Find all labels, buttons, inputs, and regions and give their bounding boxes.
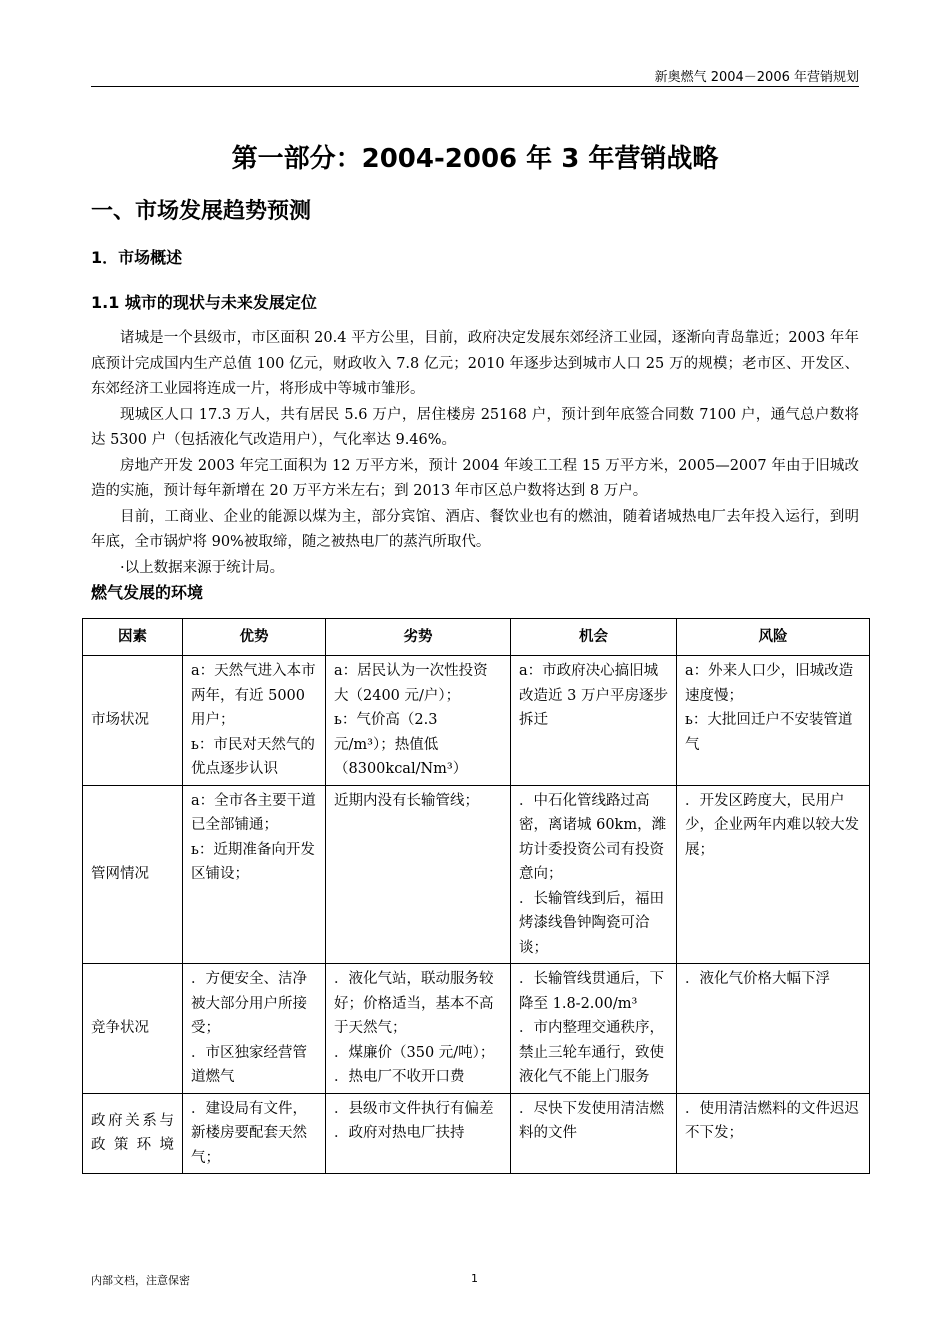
environment-table	[82, 618, 870, 1174]
cell-line: ．方便安全、洁净被大部分用户所接受；	[191, 971, 307, 1036]
cell-line: ．县级市文件执行有偏差	[334, 1100, 494, 1117]
cell-line: ．政府对热电厂扶持	[334, 1125, 465, 1141]
cell-line: ．液化气站，联动服务较好；价格适当，基本不高于天然气；	[334, 971, 494, 1036]
city-overview-text	[91, 326, 859, 581]
risks-cell	[677, 1093, 870, 1174]
cell-line: ．中石化管线路过高密，离诸城 60km，潍坊计委投资公司有投资意向；	[519, 792, 667, 882]
cell-line: ．建设局有文件，新楼房要配套天然气；	[191, 1100, 307, 1166]
subsubsection-heading: 1.1 城市的现状与未来发展定位	[91, 293, 317, 312]
cell-line: a：居民认为一次性投资大（2400 元/户）；	[334, 663, 488, 704]
cell-line: ь：市民对天然气的优点逐步认识	[191, 736, 315, 777]
cell-line: a：市政府决心搞旧城改造近 3 万户平房逐步拆迁	[519, 663, 668, 728]
cell-line: ．使用清洁燃料的文件迟迟不下发；	[685, 1100, 859, 1141]
factor-cell: 政府关系与政策环境	[83, 1093, 183, 1174]
cell-line: ．市区独家经营管道燃气	[191, 1044, 307, 1085]
page-number: 1	[471, 1272, 478, 1285]
cell-line: ．长输管线贯通后，下降至 1.8-2.00/m³	[519, 971, 664, 1012]
column-header: 因素	[83, 619, 183, 656]
cell-line: ．煤廉价（350 元/吨）；	[334, 1044, 495, 1061]
cell-line: 近期内没有长输管线；	[334, 792, 479, 809]
weaknesses-cell	[326, 964, 511, 1094]
risks-cell	[677, 656, 870, 786]
factor-cell: 管网情况	[83, 785, 183, 964]
cell-line: a：外来人口少，旧城改造速度慢；	[685, 663, 854, 704]
cell-line: ．尽快下发使用清洁燃料的文件	[519, 1100, 664, 1141]
factor-cell: 市场状况	[83, 656, 183, 786]
column-header: 机会	[511, 619, 677, 656]
opportunities-cell	[511, 964, 677, 1094]
header-rule	[91, 86, 859, 87]
risks-cell	[677, 785, 870, 964]
risks-cell	[677, 964, 870, 1094]
paragraph: 现城区人口 17.3 万人，共有居民 5.6 万户，居住楼房 25168 户，预计到年底签合同数 7100 户，通气总户数将达 5300 户（包括液化气改造用户），气化率达 9.46%。	[91, 406, 859, 448]
strengths-cell	[183, 785, 326, 964]
column-header: 劣势	[326, 619, 511, 656]
section-heading: 一、市场发展趋势预测	[91, 199, 312, 224]
weaknesses-cell	[326, 1093, 511, 1174]
opportunities-cell	[511, 785, 677, 964]
cell-line: ．液化气价格大幅下浮	[685, 971, 830, 987]
environment-heading: 燃气发展的环境	[91, 583, 204, 602]
cell-line: ．开发区跨度大，民用户少，企业两年内难以较大发展；	[685, 792, 859, 858]
table-row	[83, 785, 870, 964]
table-row	[83, 656, 870, 786]
strengths-cell	[183, 964, 326, 1094]
cell-line: a：天然气进入本市两年，有近 5000 用户；	[191, 663, 316, 728]
paragraph: 目前，工商业、企业的能源以煤为主，部分宾馆、酒店、餐饮业也有的燃油，随着诸城热电厂去年投入运行，到明年底，全市锅炉将 90%被取缔，随之被热电厂的蒸汽所取代。	[91, 508, 859, 550]
weaknesses-cell	[326, 785, 511, 964]
opportunities-cell	[511, 1093, 677, 1174]
paragraph: 房地产开发 2003 年完工面积为 12 万平方米，预计 2004 年竣工工程 15 万平方米，2005—2007 年由于旧城改造的实施，预计每年新增在 20 万平方米左右；到 2013 年市区总户数将达到 8 万户。	[91, 457, 859, 499]
factor-cell: 竞争状况	[83, 964, 183, 1094]
strengths-cell	[183, 1093, 326, 1174]
cell-line: ．长输管线到后，福田烤漆线鲁钟陶瓷可洽谈；	[519, 890, 664, 956]
cell-line: a：全市各主要干道已全部铺通；	[191, 792, 316, 833]
strengths-cell	[183, 656, 326, 786]
table-header-row	[83, 619, 870, 656]
table-row	[83, 1093, 870, 1174]
confidential-notice: 内部文档，注意保密	[91, 1274, 190, 1287]
column-header: 优势	[183, 619, 326, 656]
cell-line: ь：大批回迁户不安装管道气	[685, 712, 853, 753]
paragraph: 诸城是一个县级市，市区面积 20.4 平方公里，目前，政府决定发展东郊经济工业园，逐渐向青岛靠近；2003 年年底预计完成国内生产总值 100 亿元，财政收入 7.8 亿元；2010 年逐步达到城市人口 25 万的规模；老市区、开发区、东郊经济工业园将连成一片，将形成中等城市雏形。	[91, 330, 859, 397]
table-row	[83, 964, 870, 1094]
page-title: 第一部分：2004-2006 年 3 年营销战略	[231, 144, 719, 174]
opportunities-cell	[511, 656, 677, 786]
cell-line: ．热电厂不收开口费	[334, 1069, 465, 1085]
cell-line: ．市内整理交通秩序，禁止三轮车通行，致使液化气不能上门服务	[519, 1020, 664, 1085]
cell-line: ь：气价高（2.3 元/m³）；热值低（8300kcal/Nm³）	[334, 712, 468, 777]
column-header: 风险	[677, 619, 870, 656]
running-header: 新奥燃气 2004－2006 年营销规划	[654, 70, 859, 85]
source-note: ·以上数据来源于统计局。	[120, 559, 285, 576]
cell-line: ь：近期准备向开发区铺设；	[191, 841, 315, 882]
weaknesses-cell	[326, 656, 511, 786]
subsection-heading: 1．市场概述	[91, 248, 183, 267]
